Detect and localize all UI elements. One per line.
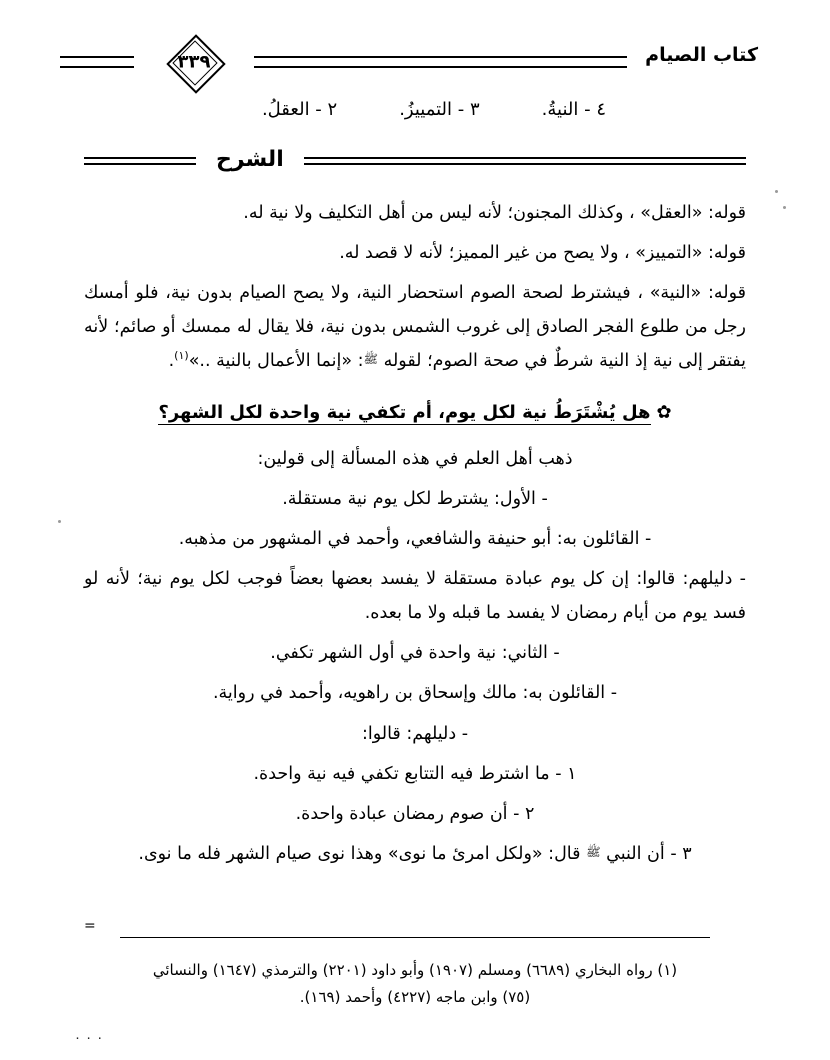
paragraph-tamyiz: قوله: «التمييز» ، ولا يصح من غير المميز؛ لأنه لا قصد له. [339,243,746,264]
heading-rule-left [304,157,746,165]
section-heading-label: الشرح [216,147,284,173]
flower-bullet-icon: ✿ [656,401,672,423]
page-number-ornament [134,36,254,88]
salla-allahu-alayhi-wa-sallam-icon: ﷺ [586,844,601,859]
paragraph-niyyah [84,276,746,378]
hadith-quote: : «إنما الأعمال بالنية ..» [188,351,364,372]
footnote-separator [120,937,710,938]
book-title: كتاب الصيام [627,42,770,71]
paragraph-second-proponents: - القائلون به: مالك وإسحاق بن راهويه، وأحمد في رواية. [212,683,618,704]
heading-rule-right [84,157,196,165]
scan-speck [775,190,778,193]
sentence-end: . [168,351,175,372]
question-heading-text: هل يُشْتَرَطُ نية لكل يوم، أم تكفي نية واحدة لكل الشهر؟ [158,401,651,423]
paragraph-first-opinion: - الأول: يشترط لكل يوم نية مستقلة. [282,488,548,509]
footnote-block [84,957,746,1013]
paragraph-evidence-2: ٢ - أن صوم رمضان عبادة واحدة. [295,803,535,824]
catchword: = [84,918,96,934]
footnote-line: (١) رواه البخاري (٦٦٨٩) ومسلم (١٩٠٧) وأبو داود (٢٢٠١) والترمذي (١٦٤٧) والنسائي [152,960,678,979]
page-header [60,34,770,90]
header-rule-right [250,56,642,68]
paragraph-niyyah-text: قوله: «النية» ، فيشترط لصحة الصوم استحضار النية، ولا يصح الصيام بدون نية، فلو أمسك رجل من طلوع الفجر الصادق إلى غروب الشمس بدون نية، فلا يقال له ممسك أو صائم؛ لأنه يفتقر إلى نية إذ النية شرطٌ في صحة الصوم؛ لقوله [84,283,746,372]
paragraph-evidence-3 [84,837,746,871]
paragraph-first-proponents: - القائلون به: أبو حنيفة والشافعي، وأحمد في المشهور من مذهبه. [178,528,652,549]
footnote-line: (٧٥) وابن ماجه (٤٢٢٧) وأحمد (١٦٩). [299,988,531,1007]
list-item: ٣ - التمييزُ. [399,99,480,120]
paragraph-aql: قوله: «العقل» ، وكذلك المجنون؛ لأنه ليس من أهل التكليف ولا نية له. [243,202,746,223]
paragraph-evidence-1: ١ - ما اشترط فيه التتابع تكفي فيه نية واحدة. [253,763,577,784]
header-rule-left [60,56,138,68]
corner-dots: ٠ ٠ ٠ [74,1031,104,1046]
document-body [84,92,746,877]
paragraph-evidence-3-prefix: ٣ - أن النبي [606,843,692,864]
paragraph-first-evidence: - دليلهم: قالوا: إن كل يوم عبادة مستقلة لا يفسد بعضها بعضاً فوجب لكل يوم نية؛ لأنه لو فسد يوم من أيام رمضان لا يفسد ما قبله ولا ما بعده. [84,569,746,624]
salla-allahu-alayhi-wa-sallam-icon: ﷺ [363,352,378,367]
conditions-list [84,92,746,127]
footnote-marker: (١) [174,349,189,363]
paragraph-evidence-3-text: قال: «ولكل امرئ ما نوى» وهذا نوى صيام الشهر فله ما نوى. [138,843,581,864]
paragraph-two-opinions: ذهب أهل العلم في هذه المسألة إلى قولين: [257,448,573,469]
scan-speck [783,206,786,209]
scan-speck [58,520,61,523]
list-item: ٤ - النيةُ. [541,99,606,120]
paragraph-second-opinion: - الثاني: نية واحدة في أول الشهر تكفي. [270,643,560,664]
list-item: ٢ - العقلُ. [261,99,338,120]
paragraph-second-evidence-intro: - دليلهم: قالوا: [361,723,469,744]
page-number: ٣٣٩ [177,51,211,73]
section-heading [84,139,746,182]
question-heading [84,395,746,430]
